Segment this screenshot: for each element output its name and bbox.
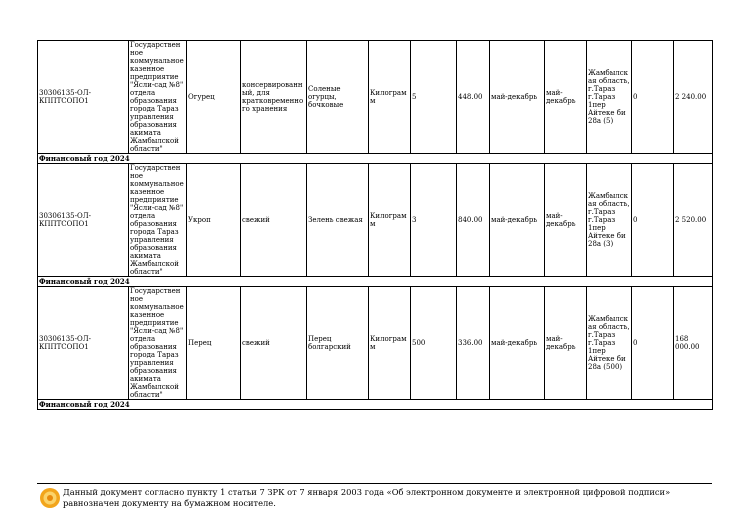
cell-unit: Килограмм	[369, 164, 411, 277]
cell-org: Государственное коммунальное казенное предприятие "Ясли-сад №8" отдела образования города Тараз управления образования акимата Жамбылской области"	[129, 287, 187, 400]
cell-advance: 0	[632, 164, 674, 277]
table-row	[38, 41, 713, 154]
cell-place: Жамбылская область, г.Тараз г.Тараз 1пер Айтеке би 28а (500)	[587, 287, 632, 400]
cell-org: Государственное коммунальное казенное предприятие "Ясли-сад №8" отдела образования города Тараз управления образования акимата Жамбылской области"	[129, 164, 187, 277]
cell-code: 30306135-ОЛ-КППТСОПО1	[38, 164, 129, 277]
table-body	[38, 41, 713, 410]
cell-unit: Килограмм	[369, 41, 411, 154]
procurement-table	[37, 40, 713, 410]
cell-characteristic: свежий	[241, 287, 307, 400]
legal-notice: Данный документ согласно пункту 1 статьи 7 ЗРК от 7 января 2003 года «Об электронном документе и электронной цифровой подписи» равнозначен документу на бумажном носителе.	[63, 487, 671, 508]
cell-period2: май-декабрь	[545, 41, 587, 154]
cell-name: Огурец	[187, 41, 241, 154]
cell-unit: Килограмм	[369, 287, 411, 400]
cell-qty: 500	[411, 287, 457, 400]
cell-characteristic: консервированный, для кратковременного хранения	[241, 41, 307, 154]
cell-price: 448.00	[457, 41, 490, 154]
cell-sum: 2 520.00	[674, 164, 713, 277]
cell-extra: Зелень свежая	[307, 164, 369, 277]
footer-divider	[37, 483, 712, 484]
cell-advance: 0	[632, 41, 674, 154]
financial-year-row	[38, 154, 713, 164]
cell-price: 840.00	[457, 164, 490, 277]
financial-year-label: Финансовый год 2024	[38, 277, 713, 287]
cell-code: 30306135-ОЛ-КППТСОПО1	[38, 287, 129, 400]
financial-year-label: Финансовый год 2024	[38, 154, 713, 164]
cell-period2: май-декабрь	[545, 287, 587, 400]
cell-name: Перец	[187, 287, 241, 400]
cell-period2: май-декабрь	[545, 164, 587, 277]
cell-characteristic: свежий	[241, 164, 307, 277]
table-row	[38, 287, 713, 400]
cell-advance: 0	[632, 287, 674, 400]
cell-name: Укроп	[187, 164, 241, 277]
cell-sum: 2 240.00	[674, 41, 713, 154]
cell-sum: 168 000.00	[674, 287, 713, 400]
cell-org: Государственное коммунальное казенное предприятие "Ясли-сад №8" отдела образования города Тараз управления образования акимата Жамбылской области"	[129, 41, 187, 154]
cell-code: 30306135-ОЛ-КППТСОПО1	[38, 41, 129, 154]
financial-year-row	[38, 400, 713, 410]
cell-period1: май-декабрь	[490, 41, 545, 154]
cell-extra: Перец болгарский	[307, 287, 369, 400]
financial-year-label: Финансовый год 2024	[38, 400, 713, 410]
cell-place: Жамбылская область, г.Тараз г.Тараз 1пер Айтеке би 28а (5)	[587, 41, 632, 154]
cell-price: 336.00	[457, 287, 490, 400]
cell-qty: 3	[411, 164, 457, 277]
table-row	[38, 164, 713, 277]
cell-period1: май-декабрь	[490, 287, 545, 400]
cell-extra: Соленые огурцы, бочковые	[307, 41, 369, 154]
cell-period1: май-декабрь	[490, 164, 545, 277]
cell-place: Жамбылская область, г.Тараз г.Тараз 1пер Айтеке би 28а (3)	[587, 164, 632, 277]
footer	[37, 485, 712, 515]
financial-year-row	[38, 277, 713, 287]
cell-qty: 5	[411, 41, 457, 154]
egov-seal-icon	[39, 487, 61, 509]
